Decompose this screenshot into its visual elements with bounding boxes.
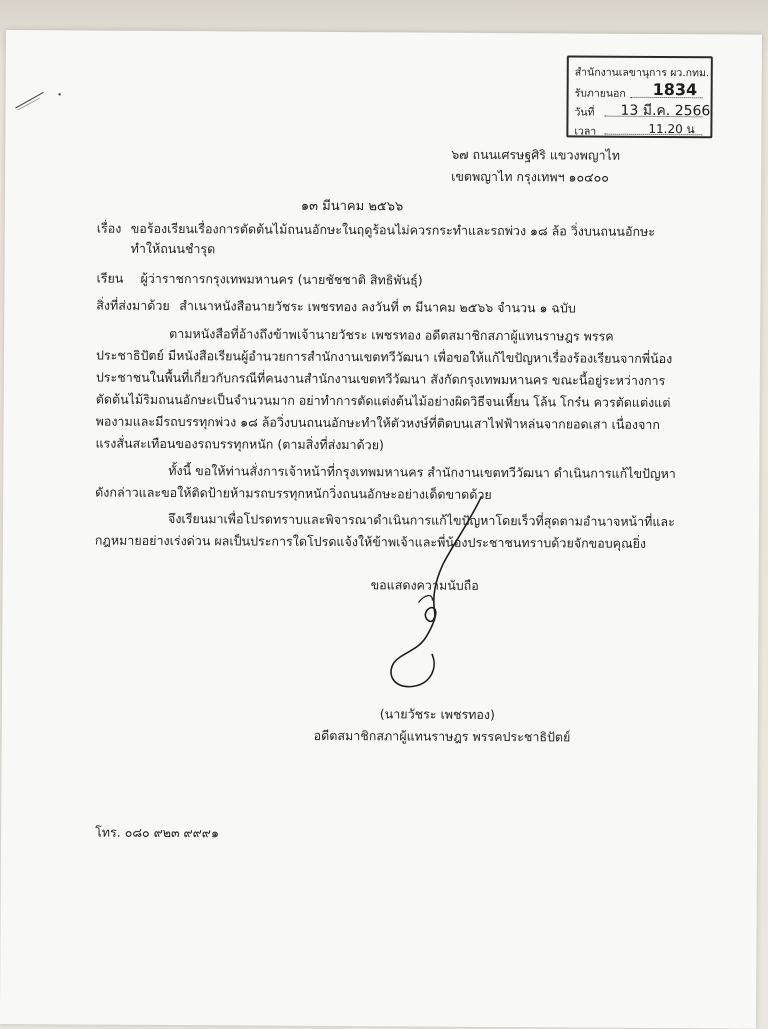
sender-address-line2: เขตพญาไท กรุงเทพฯ ๑๐๔๐๐ [451, 168, 609, 185]
body-paragraph3-line: กฎหมายอย่างเร่งด่วน ผลเป็นประการใดโปรดแจ้งให้ข้าพเจ้าและพี่น้องประชาชนทราบด้วยจักขอบคุณยิ่ง [94, 532, 647, 551]
phone-number: โทร. ๐๘๐ ๙๒๓ ๙๙๙๑ [95, 824, 219, 841]
stamp-date-value: 13 มี.ค. 2566 [620, 102, 711, 120]
stamp-time-label: เวลา [574, 125, 597, 138]
letter-date: ๑๓ มีนาคม ๒๕๖๖ [300, 198, 404, 215]
recipient-text: ผู้ว่าราชการกรุงเทพมหานคร (นายชัชชาติ สิทธิพันธุ์) [140, 270, 423, 288]
body-paragraph1-line: ตามหนังสือที่อ้างถึงข้าพเจ้านายวัชระ เพชรทอง อดีตสมาชิกสภาผู้แทนราษฎร พรรค [169, 326, 614, 344]
stamp-time-value: 11.20 น [648, 121, 695, 137]
stamp-office: สำนักงานเลขานุการ ผว.กทม. [574, 66, 710, 80]
stamp-receive-number: 1834 [652, 79, 698, 100]
stamp-date-label: วันที่ [574, 106, 595, 119]
subject-line1: ขอร้องเรียนเรื่องการตัดต้นไม้ถนนอักษะในฤดูร้อนไม่ควรกระทำและรถพ่วง ๑๘ ล้อ วิ่งบนถนนอักษะ [130, 220, 656, 239]
body-paragraph1-line: ประชาชนในพื้นที่เกี่ยวกับกรณีที่คนงานสำนักงานเขตทวีวัฒนา สังกัดกรุงเทพมหานคร ขณะนี้อยู่ระหว่างการ [95, 369, 666, 389]
handwritten-signature [372, 492, 493, 693]
body-paragraph2-line: ทั้งนี้ ขอให้ท่านสั่งการเจ้าหน้าที่กรุงเทพมหานคร สำนักงานเขตทวีวัฒนา ดำเนินการแก้ไขปัญหา [168, 462, 676, 482]
body-paragraph1-line: ประชาธิปัตย์ มีหนังสือเรียนผู้อำนวยการสำนักงานเขตทวีวัฒนา เพื่อขอให้แก้ไขปัญหาเรื่องร้องเรียนจากพี่น้อง [95, 347, 673, 367]
signatory-position: อดีตสมาชิกสภาผู้แทนราษฎร พรรคประชาธิปัตย์ [313, 727, 571, 745]
subject-label: เรื่อง [96, 220, 122, 236]
body-paragraph2-line: ดังกล่าวและขอให้ติดป้ายห้ามรถบรรทุกหนักวิ่งถนนอักษะอย่างเด็ดขาดด้วย [95, 484, 492, 502]
receipt-stamp [566, 55, 712, 138]
stamp-receive-label: รับภายนอก [574, 87, 626, 100]
closing-salutation: ขอแสดงความนับถือ [370, 577, 479, 593]
body-paragraph1-line: แรงสั่นสะเทือนของรถบรรทุกหนัก (ตามสิ่งที่ส่งมาด้วย) [95, 435, 384, 453]
body-paragraph1-line: ตัดต้นไม้ริมถนนอักษะเป็นจำนวนมาก อย่าทำการตัดแต่งต้นไม้อย่างผิดวิธีจนเหี้ยน โล้น โกร๋น ควรตัดแต่งแต่ [95, 391, 671, 411]
body-paragraph3-line: จึงเรียนมาเพื่อโปรดทราบและพิจารณาดำเนินการแก้ไขปัญหาโดยเร็วที่สุดตามอำนาจหน้าที่และ [167, 510, 675, 530]
subject-line2: ทำให้ถนนชำรุด [130, 240, 216, 257]
signatory-name: (นายวัชระ เพชรทอง) [379, 706, 495, 722]
sender-address-line1: ๖๗ ถนนเศรษฐศิริ แขวงพญาไท [451, 146, 621, 163]
letter-page [0, 30, 762, 1029]
pen-scratch-mark [13, 86, 73, 116]
body-paragraph1-line: พองามและมีรถบรรทุกพ่วง ๑๘ ล้อวิ่งบนถนนอักษะทำให้ตัวหงษ์ที่ติดบนเสาไฟฟ้าหล่นจากยอดเสา เนื่องจาก [95, 413, 660, 433]
enclosure-text: สำเนาหนังสือนายวัชระ เพชรทอง ลงวันที่ ๓ มีนาคม ๒๕๖๖ จำนวน ๑ ฉบับ [179, 298, 576, 316]
recipient-label: เรียน [96, 270, 124, 286]
enclosure-label: สิ่งที่ส่งมาด้วย [96, 297, 170, 314]
